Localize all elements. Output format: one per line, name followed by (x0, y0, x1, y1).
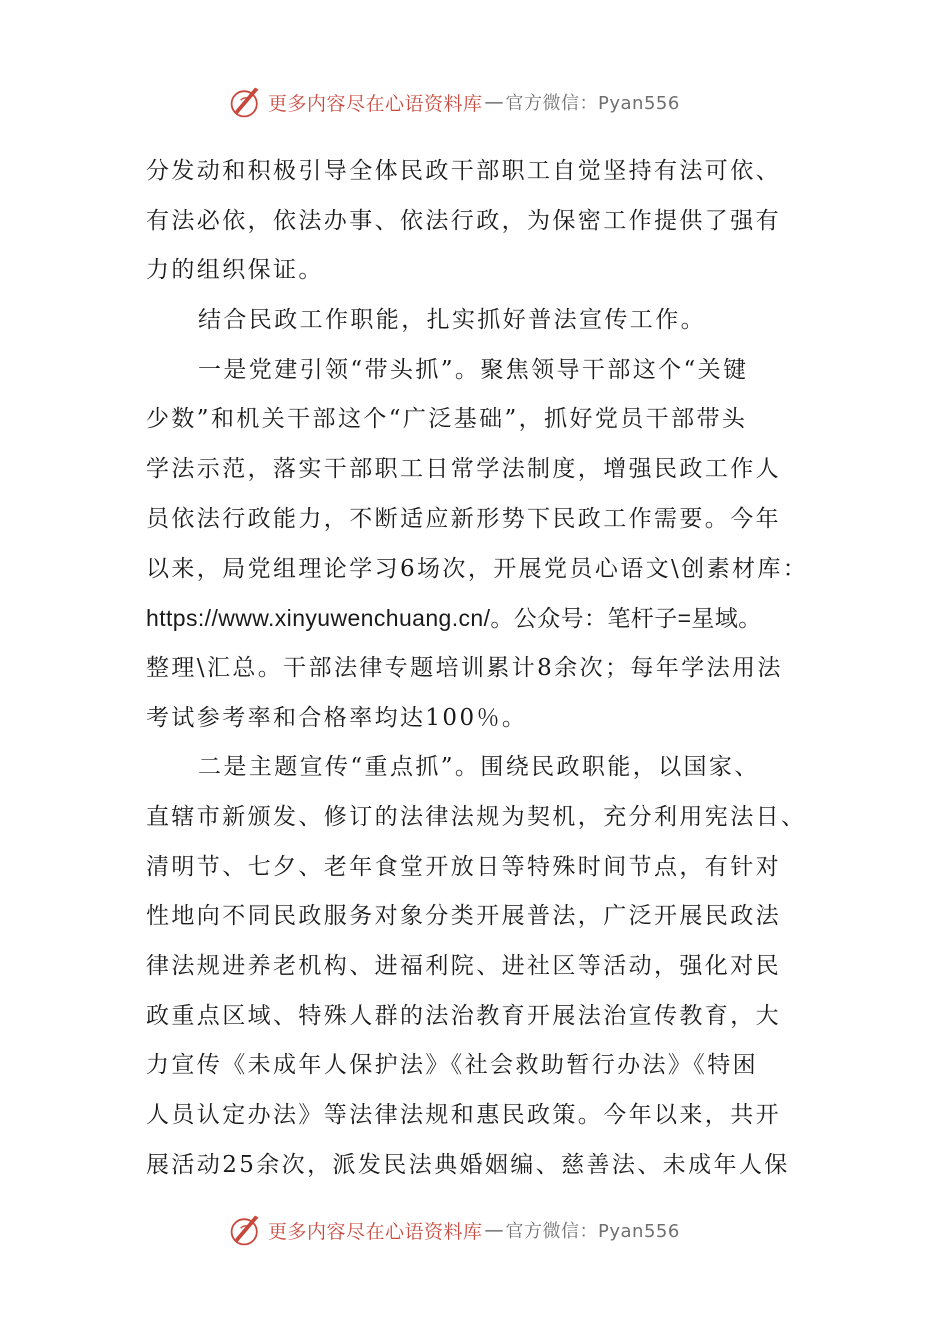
text-line: https://www.xinyuwenchuang.cn/。公众号：笔杆子=星域。 (146, 605, 762, 632)
banner-dash: — (484, 1219, 504, 1241)
banner-title: 更多内容尽在心语资料库 (268, 1220, 483, 1243)
text-line: 分发动和积极引导全体民政干部职工自觉坚持有法可依、 (146, 158, 781, 184)
banner-contact: 官方微信：Pyan556 (505, 93, 680, 114)
banner-title: 更多内容尽在心语资料库 (268, 92, 483, 115)
text-line: 力的组织保证。 (146, 257, 324, 284)
text-line: 清明节、七夕、老年食堂开放日等特殊时间节点，有针对 (146, 853, 781, 880)
body-text (146, 147, 809, 1190)
text-line: 有法必依，依法办事、依法行政，为保密工作提供了强有 (146, 207, 781, 234)
text-line: 一是党建引领“带头抓”。聚焦领导干部这个“关键 (198, 356, 749, 383)
text-line: 性地向不同民政服务对象分类开展普法，广泛开展民政法 (146, 903, 781, 930)
text-line: 结合民政工作职能，扎实抓好普法宣传工作。 (198, 307, 706, 334)
quill-logo-icon (228, 84, 264, 120)
header-banner (228, 82, 748, 122)
text-line: 律法规进养老机构、进福利院、进社区等活动，强化对民 (146, 953, 781, 979)
text-line: 少数”和机关干部这个“广泛基础”，抓好党员干部带头 (146, 406, 748, 433)
banner-dash: — (484, 91, 504, 113)
text-line: 以来，局党组理论学习6场次，开展党员心语文\创素材库： (146, 555, 809, 582)
text-line: 整理\汇总。干部法律专题培训累计8余次；每年学法用法 (146, 654, 783, 681)
footer-banner (228, 1210, 748, 1250)
text-line: 力宣传《未成年人保护法》《社会救助暂行办法》《特困 (146, 1052, 758, 1079)
text-line: 政重点区域、特殊人群的法治教育开展法治宣传教育，大 (146, 1002, 781, 1029)
text-line: 人员认定办法》等法律法规和惠民政策。今年以来，共开 (146, 1102, 781, 1129)
text-line: 二是主题宣传“重点抓”。围绕民政职能，以国家、 (198, 754, 760, 781)
text-line: 展活动25余次，派发民法典婚姻编、慈善法、未成年人保 (146, 1151, 790, 1178)
quill-logo-icon (228, 1212, 264, 1248)
banner-contact: 官方微信：Pyan556 (505, 1221, 680, 1242)
text-line: 学法示范，落实干部职工日常学法制度，增强民政工作人 (146, 456, 781, 483)
text-line: 直辖市新颁发、修订的法律法规为契机，充分利用宪法日、 (146, 803, 807, 830)
text-line: 员依法行政能力，不断适应新形势下民政工作需要。今年 (146, 505, 781, 532)
text-line: 考试参考率和合格率均达100％。 (146, 704, 528, 731)
